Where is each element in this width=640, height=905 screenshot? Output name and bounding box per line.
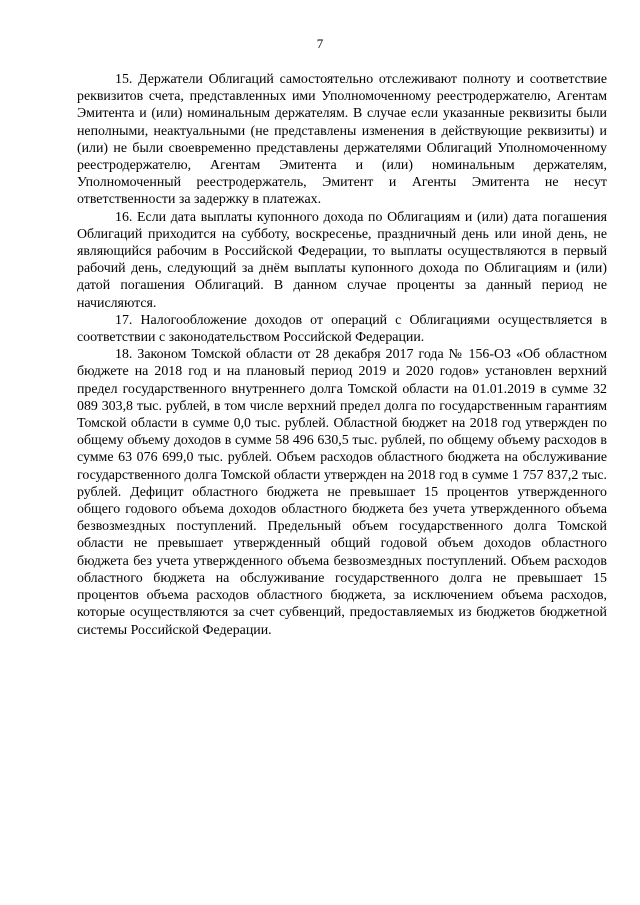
paragraph-17: 17. Налогообложение доходов от операций с Облигациями осуществляется в соответствии с законодательством Российской Федерации. — [77, 312, 607, 346]
page-number: 7 — [316, 36, 324, 51]
paragraph-18: 18. Законом Томской области от 28 декабря 2017 года № 156-ОЗ «Об областном бюджете на 2018 год и на плановый период 2019 и 2020 годов» установлен верхний предел государственного внутреннего долга Томской области на 01.01.2019 в сумме 32 089 303,8 тыс. рублей, в том числе верхний предел долга по государственным гарантиям Томской области в сумме 0,0 тыс. рублей. Областной бюджет на 2018 год утвержден по общему объему доходов в сумме 58 496 630,5 тыс. рублей, по общему объему расходов в сумме 63 076 699,0 тыс. рублей. Объем расходов областного бюджета на обслуживание государственного долга Томской области утвержден на 2018 год в сумме 1 757 837,2 тыс. рублей. Дефицит областного бюджета не превышает 15 процентов утвержденного общего годового объема доходов областного бюджета без учета утвержденного объема безвозмездных поступлений. Предельный объем государственного долга Томской области не превышает утвержденный общий годовой объем доходов областного бюджета без учета утвержденного объема безвозмездных поступлений. Объем расходов областного бюджета на обслуживание государственного долга не превышает 15 процентов объема расходов областного бюджета, за исключением объема расходов, которые осуществляются за счет субвенций, предоставляемых из бюджетов бюджетной системы Российской Федерации. — [77, 347, 607, 638]
paragraph-15: 15. Держатели Облигаций самостоятельно отслеживают полноту и соответствие реквизитов счета, представленных ими Уполномоченному реестродержателю, Агентам Эмитента и (или) номинальным держателям. В случае если указанные реквизиты были неполными, неактуальными (не представлены изменения в действующие реквизиты) и (или) не были своевременно представлены держателями Облигаций Уполномоченному реестродержателю, Агентам Эмитента и (или) номинальным держателям, Уполномоченный реестродержатель, Эмитент и Агенты Эмитента не несут ответственности за задержку в платежах. — [77, 72, 607, 208]
document-body — [77, 71, 607, 639]
paragraph-16: 16. Если дата выплаты купонного дохода по Облигациям и (или) дата погашения Облигаций приходится на субботу, воскресенье, праздничный день или иной день, не являющийся рабочим в Российской Федерации, то выплаты осуществляются в первый рабочий день, следующий за днём выплаты купонного дохода по Облигациям и (или) датой погашения Облигаций. В данном случае проценты за данный период не начисляются. — [77, 209, 607, 311]
